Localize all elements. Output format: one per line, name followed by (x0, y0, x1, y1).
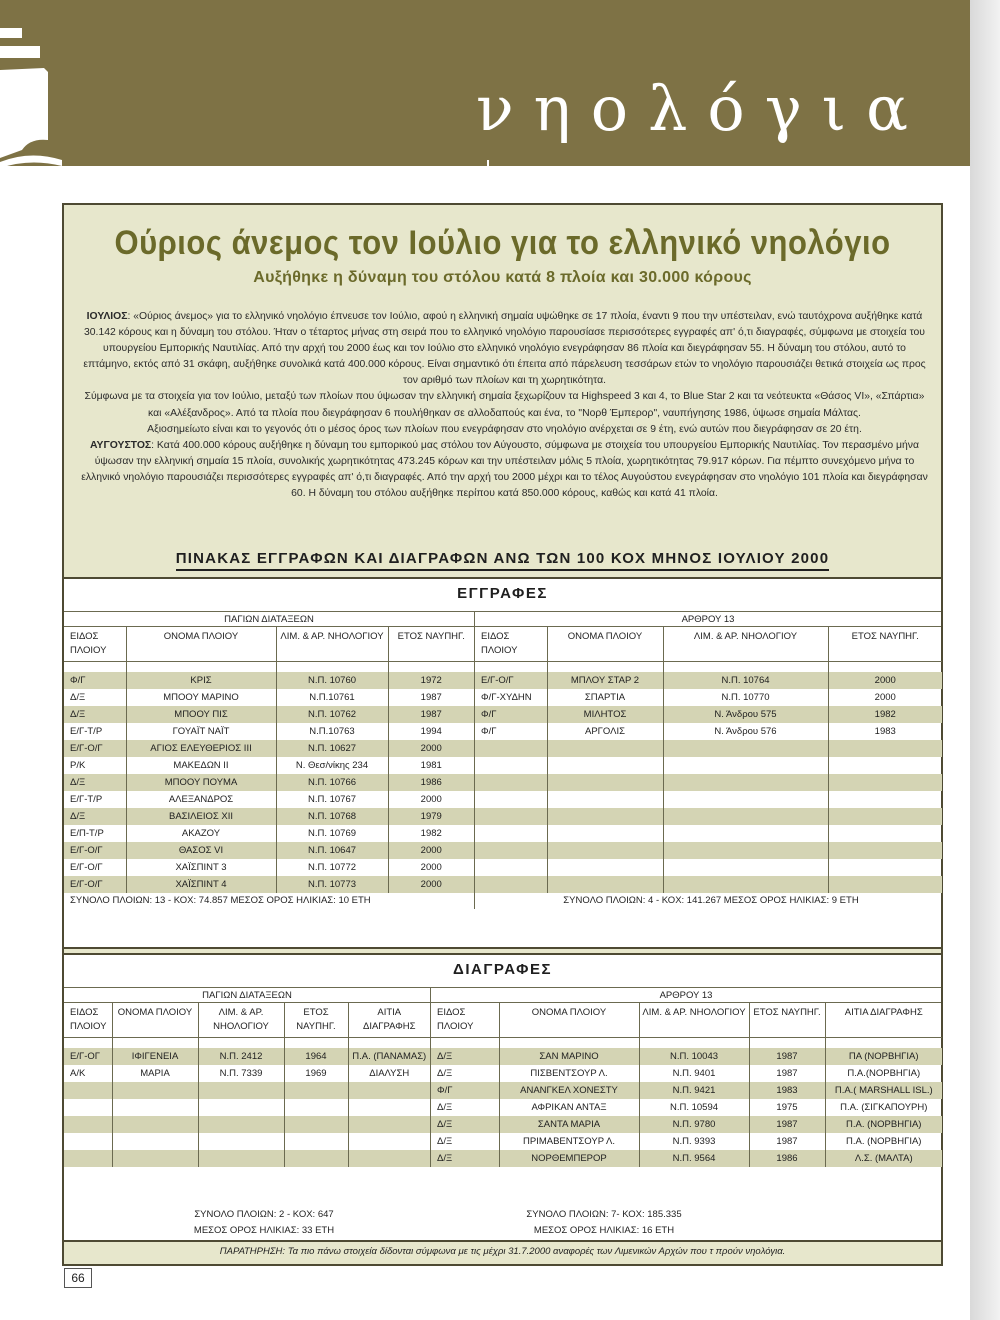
column-header: ΛΙΜ. & ΑΡ. ΝΗΟΛΟΓΙΟΥ (276, 627, 388, 662)
table-cell (475, 842, 547, 859)
table-cell: ΑΛΕΞΑΝΔΡΟΣ (126, 791, 276, 808)
article-body (78, 309, 931, 502)
table-cell: Ν.Π. 9564 (639, 1150, 749, 1167)
column-header: ΛΙΜ. & ΑΡ. ΝΗΟΛΟΓΙΟΥ (663, 627, 828, 662)
table-cell: ΙΦΙΓΕΝΕΙΑ (112, 1048, 198, 1065)
table-cell: 1986 (388, 774, 474, 791)
table-cell: 1982 (388, 825, 474, 842)
table-cell: Α/Κ (70, 1067, 86, 1079)
table-cell: Δ/Ξ (437, 1101, 453, 1113)
deletions-article13-table (431, 1003, 942, 1167)
registrations-title: ΕΓΓΡΑΦΕΣ (457, 585, 548, 602)
table-row (475, 876, 942, 893)
table-row (431, 1082, 942, 1099)
table-row (64, 1099, 430, 1116)
table-cell: Ν. Άνδρου 576 (663, 723, 828, 740)
article-subheadline: Αυξήθηκε η δύναμη του στόλου κατά 8 πλοία και 30.000 κόρους (253, 269, 752, 286)
table-cell (284, 1133, 348, 1150)
table-cell (828, 774, 942, 791)
registrations-article13-table (475, 627, 942, 893)
table-row (475, 723, 942, 740)
table-cell (828, 791, 942, 808)
column-header: ΛΙΜ. & ΑΡ. ΝΗΟΛΟΓΙΟΥ (198, 1003, 284, 1038)
table-cell: Ν.Π. 9780 (639, 1116, 749, 1133)
table-row (475, 706, 942, 723)
table-cell (348, 1116, 430, 1133)
table-cell: Δ/Ξ (64, 808, 126, 825)
summary-line: ΜΕΣΟΣ ΟΡΟΣ ΗΛΙΚΙΑΣ: 16 ΕΤΗ (533, 1225, 675, 1236)
table-cell: Δ/Ξ (437, 1135, 453, 1147)
column-header: ΕΤΟΣ ΝΑΥΠΗΓ. (284, 1003, 348, 1038)
summary-line: ΣΥΝΟΛΟ ΠΛΟΙΩΝ: 7- ΚΟΧ: 185.335 (526, 1209, 682, 1220)
table-cell (547, 825, 663, 842)
table-cell: Λ.Σ. (ΜΑΛΤΑ) (825, 1150, 942, 1167)
table-cell: 1981 (388, 757, 474, 774)
paragraph-lead: ΑΥΓΟΥΣΤΟΣ (89, 439, 152, 451)
table-cell: Π.Α.(ΝΟΡΒΗΓΙΑ) (825, 1065, 942, 1082)
table-cell (475, 859, 547, 876)
table-cell (198, 1082, 284, 1099)
table-row (64, 757, 474, 774)
table-cell (547, 842, 663, 859)
table-cell: 2000 (388, 842, 474, 859)
table-row (431, 1116, 942, 1133)
table-cell: ΜΠΟΟΥ ΠΟΥΜΑ (126, 774, 276, 791)
table-cell (64, 662, 126, 672)
table-cell: Ε/Γ-Τ/Ρ (70, 725, 103, 737)
table-row (475, 689, 942, 706)
table-row (475, 791, 942, 808)
table-cell: Ν.Π. 10762 (276, 706, 388, 723)
table-cell: ΔΙΑΛΥΣΗ (348, 1065, 430, 1082)
deletions-summary-left (184, 1207, 344, 1239)
table-caption-text: ΠΙΝΑΚΑΣ ΕΓΓΡΑΦΩΝ ΚΑΙ ΔΙΑΓΡΑΦΩΝ ΑΝΩ ΤΩΝ 100 ΚΟΧ ΜΗΝΟΣ ΙΟΥΛΙΟΥ 2000 (176, 550, 830, 571)
table-cell (547, 757, 663, 774)
table-cell (475, 825, 547, 842)
table-row (64, 876, 474, 893)
column-header: ΛΙΜ. & ΑΡ. ΝΗΟΛΟΓΙΟΥ (639, 1003, 749, 1038)
column-header: ΕΤΟΣ ΝΑΥΠΗΓ. (388, 627, 474, 662)
table-cell: Ν.Π. 10043 (639, 1048, 749, 1065)
column-header: ΟΝΟΜΑ ΠΛΟΙΟΥ (126, 627, 276, 662)
spacer-row (64, 662, 474, 672)
table-cell (663, 808, 828, 825)
table-cell: Ν. Θεσ/νίκης 234 (276, 757, 388, 774)
table-cell (828, 859, 942, 876)
paragraph-highlights: Σύμφωνα με τα στοιχεία για τον Ιούλιο, μεταξύ των πλοίων που ύψωσαν την ελληνική σημαία ξεχωρίζουν τα Highspeed 3 και 4, το Blue Star 2 και τα νεότευκτα «Θάσος VI», «Σπάρτια» και «Αλέξανδρος». Από τα πλοία που διεγράφησαν 6 πουλήθηκαν σε αλλοδαπούς και ένα, το "Νορθ Έμπερορ", ναυπήγησης 1986, ύψωσε σημαία Μάλτας. (84, 391, 925, 419)
table-row (475, 740, 942, 757)
table-cell: Δ/Ξ (437, 1067, 453, 1079)
table-cell: 2000 (828, 689, 942, 706)
table-cell: Ε/Γ-Ο/Γ (64, 876, 126, 893)
table-cell: Π.Α. (ΣΙΓΚΑΠΟΥΡΗ) (825, 1099, 942, 1116)
column-header: ΟΝΟΜΑ ΠΛΟΙΟΥ (547, 627, 663, 662)
table-cell (276, 662, 388, 672)
table-row (431, 1065, 942, 1082)
column-header: ΕΙΔΟΣ ΠΛΟΙΟΥ (64, 627, 126, 662)
group-title: ΠΑΓΙΩΝ ΔΙΑΤΑΞΕΩΝ (64, 611, 474, 627)
table-cell: Φ/Γ (64, 672, 126, 689)
table-cell: Ν.Π. 10594 (639, 1099, 749, 1116)
deletions-standard-table (64, 1003, 430, 1167)
table-cell (284, 1099, 348, 1116)
table-row (64, 706, 474, 723)
table-row (431, 1099, 942, 1116)
table-cell (547, 662, 663, 672)
table-cell: Ν.Π. 2412 (198, 1048, 284, 1065)
table-cell: Ν.Π. 10770 (663, 689, 828, 706)
table-cell: Ρ/Κ (70, 759, 86, 771)
table-row (64, 740, 474, 757)
deletions-article13 (430, 987, 941, 1167)
table-cell (198, 1150, 284, 1167)
table-cell: Ε/Γ-Ο/Γ (64, 842, 126, 859)
table-cell (112, 1038, 198, 1048)
table-cell: ΜΠΛΟΥ ΣΤΑΡ 2 (547, 672, 663, 689)
table-row (64, 1065, 430, 1082)
table-caption (64, 550, 941, 567)
table-cell (475, 662, 547, 672)
table-cell: Φ/Γ-ΧΥΔΗΝ (481, 691, 532, 703)
table-cell (348, 1133, 430, 1150)
table-cell (475, 876, 547, 893)
table-cell: Ν.Π. 10764 (663, 672, 828, 689)
summary-line: ΣΥΝΟΛΟ ΠΛΟΙΩΝ: 13 - ΚΟΧ: 74.857 ΜΕΣΟΣ ΟΡΟΣ ΗΛΙΚΙΑΣ: 10 ΕΤΗ (70, 894, 371, 906)
table-cell (828, 757, 942, 774)
table-row (64, 774, 474, 791)
table-cell: ΧΑΪΣΠΙΝΤ 4 (126, 876, 276, 893)
table-cell: 1987 (388, 706, 474, 723)
table-cell: Δ/Ξ (431, 1150, 499, 1167)
table-row (475, 808, 942, 825)
table-cell: 1972 (388, 672, 474, 689)
footnote: ΠΑΡΑΤΗΡΗΣΗ: Τα πιο πάνω στοιχεία δίδονται σύμφωνα με τις μέχρι 31.7.2000 αναφορές των Λιμενικών Αρχών που τ προύν νηολόγια. (219, 1246, 786, 1257)
table-cell: Π.Α. (ΝΟΡΒΗΓΙΑ) (825, 1116, 942, 1133)
section-title: νηολόγια (475, 72, 928, 145)
table-cell: ΠΙΣΒΕΝΤΣΟΥΡ Λ. (499, 1065, 639, 1082)
page-edge-shadow (970, 0, 1000, 1320)
table-cell (112, 1116, 198, 1133)
table-row (64, 672, 474, 689)
table-cell (547, 774, 663, 791)
table-cell: Ν.Π. 10773 (276, 876, 388, 893)
table-row (64, 723, 474, 740)
table-cell (663, 859, 828, 876)
table-row (64, 689, 474, 706)
table-cell: 2000 (388, 876, 474, 893)
table-cell: Π.Α. (ΠΑΝΑΜΑΣ) (348, 1048, 430, 1065)
table-cell (64, 1099, 112, 1116)
registrations-standard (64, 611, 474, 909)
table-cell: ΑΦΡΙΚΑΝ ΑΝΤΑΞ (499, 1099, 639, 1116)
paragraph-text: : «Ούριος άνεμος» για το ελληνικό νηολόγιο έπνευσε τον Ιούλιο, αφού η ελληνική σημαία υψώθηκε σε 17 πλοία, έναντι 9 που την υπέστειλαν, ενώ ταυτόχρονα αυξήθηκε κατά 30.142 κόρους και η δύναμη του στόλου. Ήταν ο τέταρτος μήνας στη σειρά που το ελληνικό νηολόγιο παρουσίασε περισσότερες εγγραφές απ' ό,τι διαγραφές, σύμφωνα με στοιχεία του υπουργείου Εμπορικής Ναυτιλίας. Από την αρχή του 2000 έως και τον Ιούλιο στο ελληνικό νηολόγιο ενεγράφησαν 86 πλοία και διεγράφησαν 55. Η δύναμη του στόλου, αυτό το επτάμηνο, εκτός από 31 σκάφη, αυξήθηκε συνολικά κατά 400.000 κόρους. Είναι σημαντικό ότι έπειτα από πάρελευση τεσσάρων ετών το νηολόγιο παρουσιάζει θετικά στοιχεία ως προς τον αριθμό των πλοίων και τη χωρητικότητα. (83, 311, 926, 387)
table-cell (749, 1038, 825, 1048)
table-row (431, 1048, 942, 1065)
table-cell: Φ/Γ (431, 1082, 499, 1099)
registrations-standard-table (64, 627, 474, 893)
table-cell: Ν.Π. 10627 (276, 740, 388, 757)
table-row (64, 859, 474, 876)
logo-icon (0, 10, 62, 170)
table-cell: ΣΑΝΤΑ ΜΑΡΙΑ (499, 1116, 639, 1133)
table-cell (547, 876, 663, 893)
table-cell: Δ/Ξ (64, 774, 126, 791)
table-cell (639, 1038, 749, 1048)
table-cell (475, 774, 547, 791)
table-cell (663, 757, 828, 774)
table-cell (663, 791, 828, 808)
table-cell: Ν.Π.10761 (276, 689, 388, 706)
table-cell (348, 1082, 430, 1099)
table-cell (475, 740, 547, 757)
table-cell: Φ/Γ (481, 725, 497, 737)
spacer-row (64, 1038, 430, 1048)
table-row (64, 808, 474, 825)
table-cell: 1983 (749, 1082, 825, 1099)
table-cell (284, 1116, 348, 1133)
article-headline: Ούριος άνεμος τον Ιούλιο για το ελληνικό νηολόγιο (114, 222, 891, 263)
table-cell: ΣΠΑΡΤΙΑ (547, 689, 663, 706)
table-cell (828, 808, 942, 825)
table-cell: ΠΑ (ΝΟΡΒΗΓΙΑ) (825, 1048, 942, 1065)
column-header: ΑΙΤΙΑ ΔΙΑΓΡΑΦΗΣ (825, 1003, 942, 1038)
table-cell: ΜΠΟΟΥ ΜΑΡΙΝΟ (126, 689, 276, 706)
title-divider (487, 160, 489, 188)
table-cell (198, 1116, 284, 1133)
table-cell: ΜΑΚΕΔΩΝ II (126, 757, 276, 774)
table-cell (663, 842, 828, 859)
table-cell: Δ/Ξ (431, 1048, 499, 1065)
table-cell: ΜΑΡΙΑ (112, 1065, 198, 1082)
column-header: ΟΝΟΜΑ ΠΛΟΙΟΥ (499, 1003, 639, 1038)
column-header: ΟΝΟΜΑ ΠΛΟΙΟΥ (112, 1003, 198, 1038)
deletions-summary-right (504, 1207, 704, 1239)
table-cell: Ν.Π. 10760 (276, 672, 388, 689)
table-row (64, 825, 474, 842)
table-cell: 1986 (749, 1150, 825, 1167)
table-cell: 1983 (828, 723, 942, 740)
table-cell (198, 1099, 284, 1116)
table-row (475, 757, 942, 774)
table-cell (828, 876, 942, 893)
table-cell: ΚΡΙΣ (126, 672, 276, 689)
table-cell: ΧΑΪΣΠΙΝΤ 3 (126, 859, 276, 876)
table-cell: Ε/Π-Τ/Ρ (70, 827, 104, 839)
paragraph-august (78, 438, 931, 502)
table-cell (475, 808, 547, 825)
table-cell: Ε/Γ-ΟΓ (64, 1048, 112, 1065)
deletions-block (64, 953, 941, 1242)
table-row (64, 842, 474, 859)
table-cell: 1987 (749, 1116, 825, 1133)
summary-line: ΣΥΝΟΛΟ ΠΛΟΙΩΝ: 2 - ΚΟΧ: 647 (194, 1209, 334, 1220)
table-cell: ΓΟΥΑΪΤ ΝΑΪΤ (126, 723, 276, 740)
group-title: ΑΡΘΡΟΥ 13 (431, 987, 941, 1003)
table-cell: 1987 (749, 1133, 825, 1150)
table-cell (284, 1150, 348, 1167)
table-cell: Ν. Άνδρου 575 (663, 706, 828, 723)
table-row (64, 1133, 430, 1150)
table-cell (64, 1150, 112, 1167)
table-cell (475, 757, 547, 774)
table-cell: Ε/Γ-Τ/Ρ (70, 793, 103, 805)
table-cell (112, 1099, 198, 1116)
table-cell: 1979 (388, 808, 474, 825)
table-row (475, 859, 942, 876)
table-cell: ΘΑΣΟΣ VI (126, 842, 276, 859)
table-cell (348, 1099, 430, 1116)
table-cell (64, 1133, 112, 1150)
spacer-row (431, 1038, 942, 1048)
table-cell (547, 740, 663, 757)
table-cell: ΜΠΟΟΥ ΠΙΣ (126, 706, 276, 723)
table-cell (475, 791, 547, 808)
column-header: ΕΙΔΟΣ ΠΛΟΙΟΥ (64, 1003, 112, 1038)
table-cell (663, 876, 828, 893)
table-cell: Ν.Π. 10768 (276, 808, 388, 825)
table-row (64, 791, 474, 808)
table-row (475, 842, 942, 859)
table-cell (348, 1150, 430, 1167)
table-row (475, 825, 942, 842)
table-cell: Ν.Π.10763 (276, 723, 388, 740)
table-cell (64, 1082, 112, 1099)
table-cell (663, 825, 828, 842)
table-cell (112, 1133, 198, 1150)
table-cell: 1969 (284, 1065, 348, 1082)
table-cell: ΣΑΝ ΜΑΡΙΝΟ (499, 1048, 639, 1065)
table-cell: 1975 (749, 1099, 825, 1116)
summary-line: ΜΕΣΟΣ ΟΡΟΣ ΗΛΙΚΙΑΣ: 33 ΕΤΗ (193, 1225, 335, 1236)
table-cell (663, 740, 828, 757)
table-cell: 2000 (828, 672, 942, 689)
table-row (64, 1150, 430, 1167)
table-cell: Ν.Π. 10647 (276, 842, 388, 859)
table-cell: 1987 (749, 1048, 825, 1065)
table-cell: Ν.Π. 9401 (639, 1065, 749, 1082)
table-cell: 1964 (284, 1048, 348, 1065)
deletions-title: ΔΙΑΓΡΑΦΕΣ (453, 961, 552, 978)
table-cell: 1982 (828, 706, 942, 723)
table-cell (126, 662, 276, 672)
table-cell: Ν.Π. 10772 (276, 859, 388, 876)
column-header: ΑΙΤΙΑ ΔΙΑΓΡΑΦΗΣ (348, 1003, 430, 1038)
deletions-standard (64, 987, 430, 1167)
registrations-block (64, 577, 941, 949)
table-cell (663, 662, 828, 672)
table-cell (828, 825, 942, 842)
table-cell (828, 842, 942, 859)
table-cell: Ε/Γ-Ο/Γ (64, 740, 126, 757)
table-cell: Ε/Γ-Ο/Γ (475, 672, 547, 689)
table-cell: Π.Α.( MARSHALL ISL.) (825, 1082, 942, 1099)
table-cell: Ν.Π. 9393 (639, 1133, 749, 1150)
table-cell: Ν.Π. 7339 (198, 1065, 284, 1082)
table-cell: ΑΚΑΖΟΥ (126, 825, 276, 842)
header-band (0, 0, 970, 166)
table-cell: Ε/Γ-Ο/Γ (70, 861, 103, 873)
table-row (475, 672, 942, 689)
table-cell: 2000 (388, 740, 474, 757)
table-cell (547, 791, 663, 808)
article-box (62, 203, 943, 1266)
table-cell (388, 662, 474, 672)
table-cell (64, 1038, 112, 1048)
table-row (64, 1082, 430, 1099)
table-cell (112, 1150, 198, 1167)
table-cell: ΝΟΡΘΕΜΠΕΡΟΡ (499, 1150, 639, 1167)
table-row (431, 1133, 942, 1150)
table-row (64, 1116, 430, 1133)
table-cell (825, 1038, 942, 1048)
table-cell (112, 1082, 198, 1099)
page-number: 66 (64, 1268, 92, 1288)
paragraph-age: Αξιοσημείωτο είναι και το γεγονός ότι ο μέσος όρος των πλοίων που ενεγράφησαν στο νηολόγιο ανέρχεται σε 9 έτη, ενώ αυτών που διεγράφησαν σε 20 έτη. (147, 423, 862, 435)
table-cell: 2000 (388, 791, 474, 808)
table-cell (828, 740, 942, 757)
table-cell (547, 808, 663, 825)
paragraph-july (78, 309, 931, 389)
table-row (64, 1048, 430, 1065)
table-cell: 1994 (388, 723, 474, 740)
table-cell: ΒΑΣΙΛΕΙΟΣ XII (126, 808, 276, 825)
group-title: ΑΡΘΡΟΥ 13 (475, 611, 941, 627)
table-cell: 1987 (749, 1065, 825, 1082)
table-cell (284, 1038, 348, 1048)
column-header: ΕΙΔΟΣ ΠΛΟΙΟΥ (475, 627, 547, 662)
table-cell (499, 1038, 639, 1048)
table-cell: Ν.Π. 10766 (276, 774, 388, 791)
table-cell: ΜΙΛΗΤΟΣ (547, 706, 663, 723)
paragraph-lead: ΙΟΥΛΙΟΣ (86, 311, 128, 322)
spacer-row (475, 662, 942, 672)
table-cell: 2000 (388, 859, 474, 876)
group-title: ΠΑΓΙΩΝ ΔΙΑΤΑΞΕΩΝ (64, 987, 430, 1003)
table-cell (663, 774, 828, 791)
table-cell: ΑΡΓΟΛΙΣ (547, 723, 663, 740)
table-cell: ΑΝΑΝΓΚΕΛ ΧΟΝΕΣΤΥ (499, 1082, 639, 1099)
column-header: ΕΤΟΣ ΝΑΥΠΗΓ. (749, 1003, 825, 1038)
column-header: ΕΤΟΣ ΝΑΥΠΗΓ. (828, 627, 942, 662)
summary-line: ΣΥΝΟΛΟ ΠΛΟΙΩΝ: 4 - ΚΟΧ: 141.267 ΜΕΣΟΣ ΟΡΟΣ ΗΛΙΚΙΑΣ: 9 ΕΤΗ (563, 894, 859, 906)
table-cell: Φ/Γ (475, 706, 547, 723)
table-cell: ΠΡΙΜΑΒΕΝΤΣΟΥΡ Λ. (499, 1133, 639, 1150)
table-cell (828, 662, 942, 672)
table-cell (348, 1038, 430, 1048)
table-cell (198, 1038, 284, 1048)
table-cell: Π.Α. (ΝΟΡΒΗΓΙΑ) (825, 1133, 942, 1150)
table-cell: Δ/Ξ (64, 706, 126, 723)
paragraph-text: : Κατά 400.000 κόρους αυξήθηκε η δύναμη του εμπορικού μας στόλου τον Αύγουστο, σύμφωνα με στοιχεία του υπουργείου Εμπορικής Ναυτιλίας. Τον περασμένο μήνα ύψωσαν την ελληνική σημαία 15 πλοία, συνολικής χωρητικότητας 473.245 κόρων και την υπέστειλαν μόλις 5 πλοία, χωρητικότητας 79.917 κόρων. Για πέμπτο συνεχόμενο μήνα το ελληνικό νηολόγιο παρουσιάζει περισσότερες εγγραφές απ' ό,τι διαγραφές. Από την αρχή του 2000 μέχρι και το τέλος Αυγούστου ενεγράφησαν στο νηολόγιο 101 πλοία και διεγράφησαν 60. Η δύναμη του στόλου αυξήθηκε περίπου κατά 850.000 κόρους, καθώς και κατά 41 πλοία. (81, 439, 928, 500)
table-cell: 1987 (388, 689, 474, 706)
column-header: ΕΙΔΟΣ ΠΛΟΙΟΥ (431, 1003, 499, 1038)
table-cell: Δ/Ξ (431, 1116, 499, 1133)
table-cell (64, 1116, 112, 1133)
table-row (475, 774, 942, 791)
table-cell (284, 1082, 348, 1099)
table-cell: ΑΓΙΟΣ ΕΛΕΥΘΕΡΙΟΣ III (126, 740, 276, 757)
registrations-article13 (474, 611, 941, 909)
table-cell (198, 1133, 284, 1150)
table-cell (547, 859, 663, 876)
table-cell (431, 1038, 499, 1048)
table-cell: Δ/Ξ (70, 691, 86, 703)
table-cell: Ν.Π. 10767 (276, 791, 388, 808)
table-row (431, 1150, 942, 1167)
table-cell: Ν.Π. 9421 (639, 1082, 749, 1099)
table-cell: Ν.Π. 10769 (276, 825, 388, 842)
